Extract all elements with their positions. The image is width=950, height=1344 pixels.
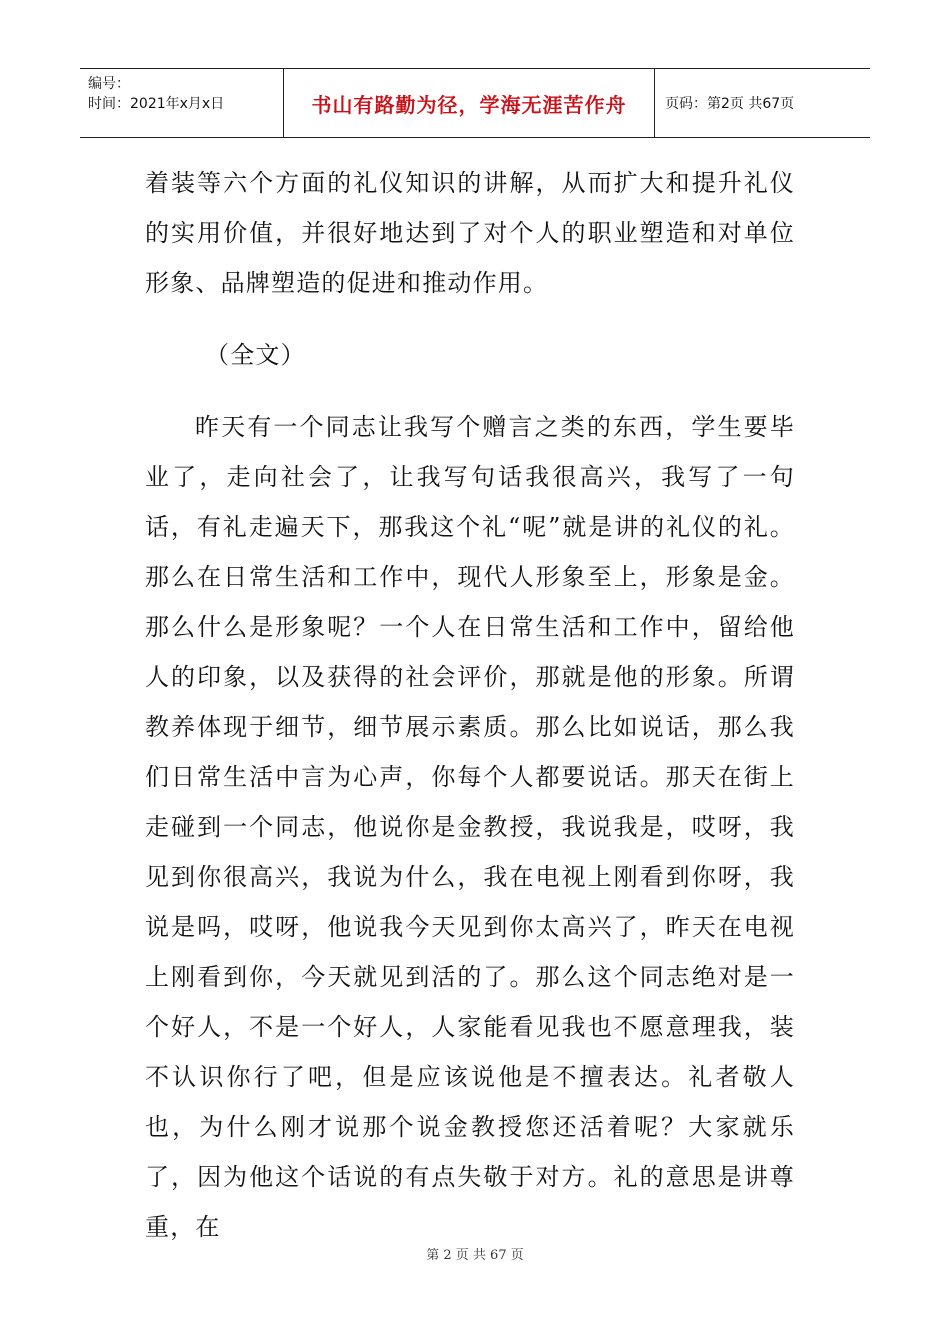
header-page-info-cell bbox=[655, 69, 870, 137]
paragraph-continuation: 着装等六个方面的礼仪知识的讲解，从而扩大和提升礼仪的实用价值，并很好地达到了对个人的职业塑造和对单位形象、品牌塑造的促进和推动作用。 bbox=[145, 169, 795, 297]
paragraph-full-text-marker: （全文） bbox=[205, 341, 306, 369]
header-meta bbox=[80, 69, 284, 137]
header-page-info: 页码：第2页 共67页 bbox=[665, 96, 795, 112]
header-motto-cell bbox=[284, 69, 655, 137]
document-body bbox=[145, 158, 795, 1252]
page-header bbox=[80, 68, 870, 138]
page-footer: 第 2 页 共 67 页 bbox=[426, 1248, 524, 1263]
doc-number-label: 编号： bbox=[88, 76, 130, 92]
doc-time-label: 时间：2021年x月x日 bbox=[88, 96, 225, 112]
header-motto: 书山有路勤为径，学海无涯苦作舟 bbox=[311, 92, 627, 117]
paragraph-main: 昨天有一个同志让我写个赠言之类的东西，学生要毕业了，走向社会了，让我写句话我很高兴，我写了一句话，有礼走遍天下，那我这个礼“呢”就是讲的礼仪的礼。那么在日常生活和工作中，现代人形象至上，形象是金。那么什么是形象呢？一个人在日常生活和工作中，留给他人的印象，以及获得的社会评价，那就是他的形象。所谓教养体现于细节，细节展示素质。那么比如说话，那么我们日常生活中言为心声，你每个人都要说话。那天在街上走碰到一个同志，他说你是金教授，我说我是，哎呀，我见到你很高兴，我说为什么，我在电视上刚看到你呀，我说是吗，哎呀，他说我今天见到你太高兴了，昨天在电视上刚看到你，今天就见到活的了。那么这个同志绝对是一个好人，不是一个好人，人家能看见我也不愿意理我，装不认识你行了吧，但是应该说他是不擅表达。礼者敬人也，为什么刚才说那个说金教授您还活着呢？大家就乐了，因为他这个话说的有点失敬于对方。礼的意思是讲尊重，在 bbox=[145, 413, 795, 1241]
